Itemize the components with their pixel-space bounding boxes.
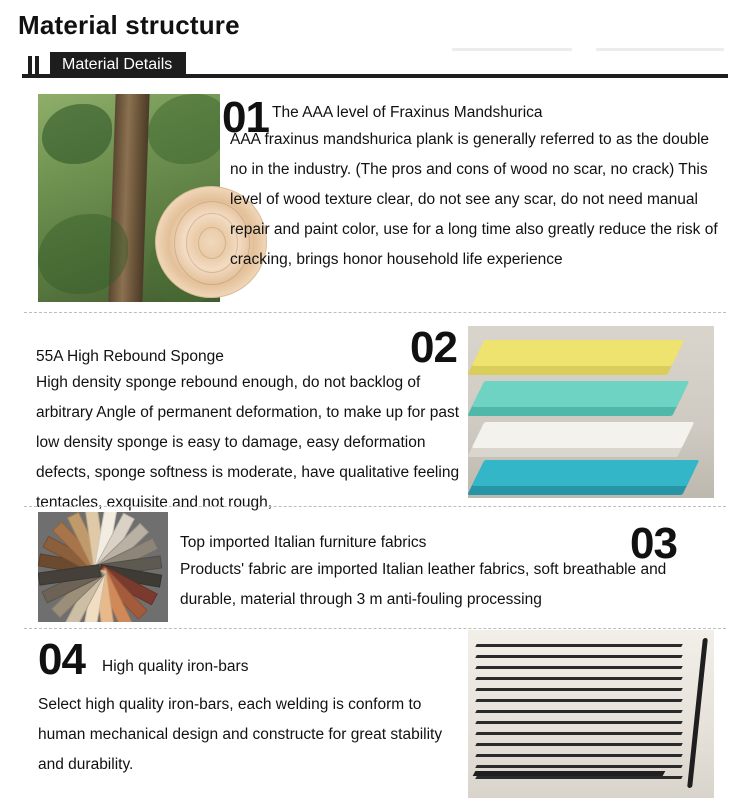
item-body-02: High density sponge rebound enough, do not backlog of arbitrary Angle of permanent deformation, to make up for past low density sponge is easy to damage, easy deformation defects, sponge softness is moderate, have qualitative feeling tentacles, exquisite and not rough,	[36, 374, 460, 511]
item-body-03: Products' fabric are imported Italian leather fabrics, soft breathable and durable, material through 3 m anti-fouling processing	[180, 561, 667, 608]
item-number-04: 04	[38, 635, 85, 684]
fabric-swatch-fan-photo	[38, 512, 168, 622]
item-body-04: Select high quality iron-bars, each welding is conform to human mechanical design and constructe for great stability and durability.	[38, 696, 443, 773]
divider	[24, 628, 726, 629]
iron-bar	[475, 688, 683, 691]
foam-sponge-photo	[468, 326, 714, 498]
iron-bar	[475, 721, 683, 724]
item-heading-02: 55A High Rebound Sponge	[36, 348, 224, 365]
double-bar-icon	[28, 56, 42, 76]
divider	[24, 506, 726, 507]
iron-bar	[475, 677, 683, 680]
iron-bars-photo	[468, 630, 714, 798]
header-decoration-mark-left	[452, 48, 572, 51]
iron-bar	[475, 699, 683, 702]
item-number-02: 02	[410, 323, 457, 372]
item-heading-01: The AAA level of Fraxinus Mandshurica	[272, 104, 543, 121]
iron-bar	[475, 765, 683, 768]
iron-bar	[475, 754, 683, 757]
iron-bar	[475, 655, 683, 658]
item-body-01: AAA fraxinus mandshurica plank is generally referred to as the double no in the industry. (The pros and cons of wood no scar, no crack) This level of wood texture clear, do not see any scar, do not need manual repair and paint color, use for a long time also greatly reduce the risk of cracking, brings honor household life experience	[230, 131, 718, 268]
iron-bar	[475, 710, 683, 713]
header-decoration-mark-right	[596, 48, 724, 51]
section-header	[22, 52, 728, 82]
item-heading-04: High quality iron-bars	[102, 658, 249, 675]
iron-bar	[475, 776, 683, 779]
item-number-01: 01	[222, 93, 269, 142]
page-title: Material structure	[18, 10, 240, 40]
item-number-03: 03	[630, 519, 677, 568]
iron-bar	[475, 644, 683, 647]
iron-bar	[475, 732, 683, 735]
divider	[24, 312, 726, 313]
iron-bar	[475, 743, 683, 746]
iron-bar	[475, 666, 683, 669]
item-heading-03: Top imported Italian furniture fabrics	[180, 534, 427, 551]
section-header-label: Material Details	[50, 52, 186, 78]
